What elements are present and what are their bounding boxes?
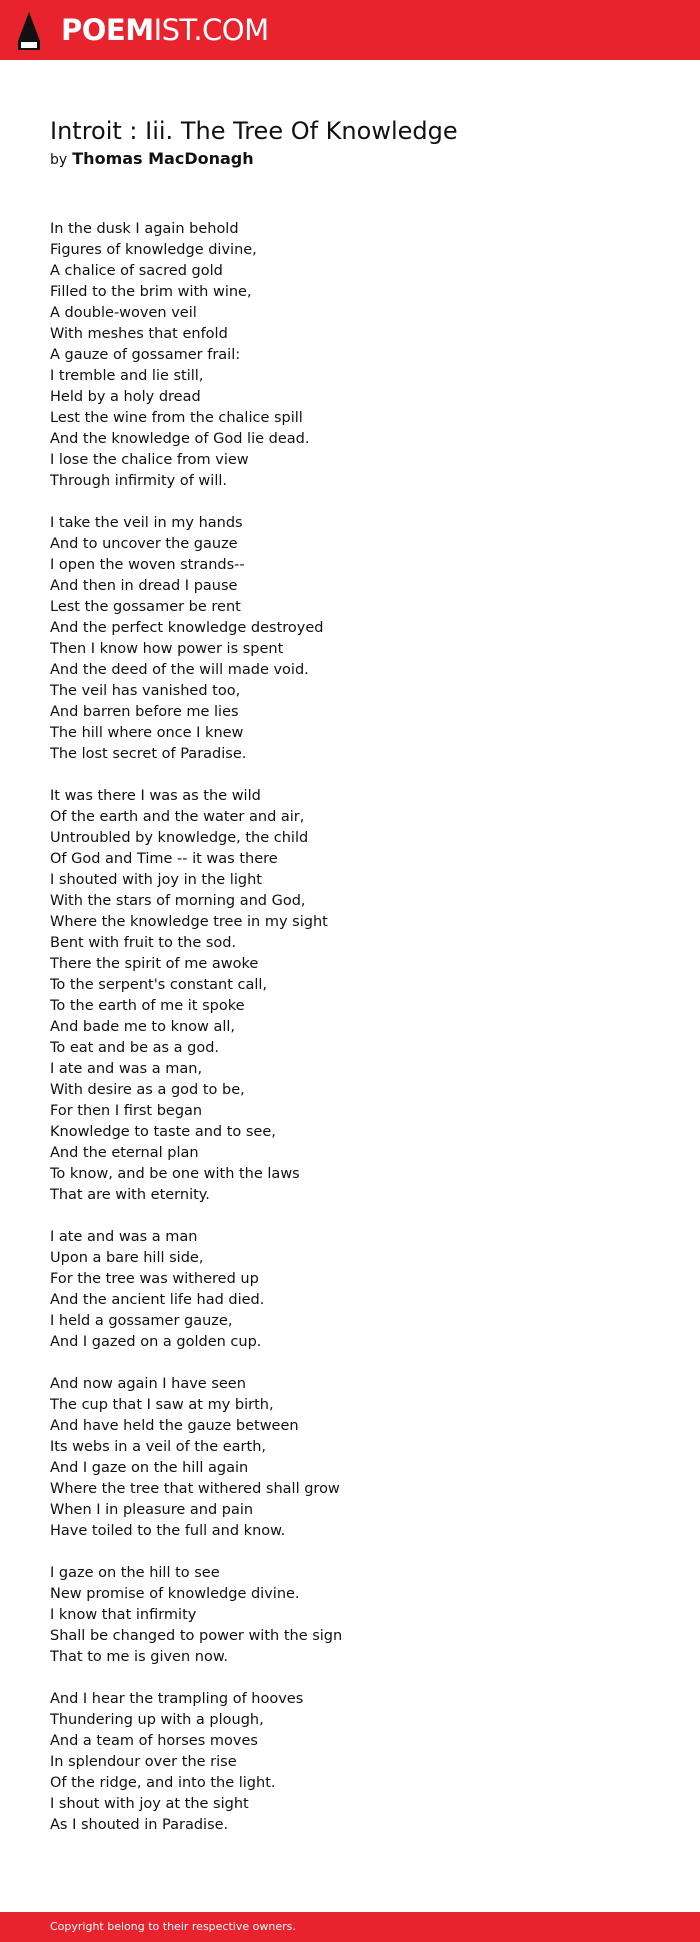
poem-line: Of the earth and the water and air, [50, 809, 305, 825]
poem-line: A gauze of gossamer frail: [50, 347, 241, 363]
poem-line: The hill where once I knew [50, 725, 244, 741]
poem-line: And the deed of the will made void. [50, 662, 309, 678]
poem-line: And then in dread I pause [50, 578, 238, 594]
poem-line: Filled to the brim with wine, [50, 284, 252, 300]
poem-line: To the earth of me it spoke [50, 998, 245, 1014]
poem-line: And bade me to know all, [50, 1019, 236, 1035]
pencil-tip-icon[interactable] [17, 11, 41, 51]
poem-line: Shall be changed to power with the sign [50, 1628, 343, 1644]
poem-line: And the eternal plan [50, 1145, 199, 1161]
poem-line: That to me is given now. [50, 1649, 228, 1665]
site-logo[interactable] [61, 10, 269, 50]
poem-line: I lose the chalice from view [50, 452, 249, 468]
poem-line: And I gaze on the hill again [50, 1460, 249, 1476]
poem-line: Lest the gossamer be rent [50, 599, 241, 615]
poem-line: And barren before me lies [50, 704, 239, 720]
poem-line: Thundering up with a plough, [50, 1712, 264, 1728]
poem-line: For then I first began [50, 1103, 203, 1119]
poem-line: Where the tree that withered shall grow [50, 1481, 340, 1497]
poem-line: The veil has vanished too, [50, 683, 241, 699]
stanza [50, 513, 650, 765]
poem-line: The cup that I saw at my birth, [50, 1397, 274, 1413]
poem-line: I ate and was a man, [50, 1061, 203, 1077]
poem-line: And to uncover the gauze [50, 536, 238, 552]
byline-prefix: by [50, 152, 68, 168]
poem-body [50, 219, 650, 1857]
stanza [50, 1689, 650, 1836]
poem-line: I tremble and lie still, [50, 368, 204, 384]
poem-line: Have toiled to the full and know. [50, 1523, 286, 1539]
poem-line: I gaze on the hill to see [50, 1565, 220, 1581]
poem-line: In splendour over the rise [50, 1754, 237, 1770]
poem-line: Then I know how power is spent [50, 641, 284, 657]
poem-line: To know, and be one with the laws [50, 1166, 300, 1182]
stanza [50, 786, 650, 1206]
poem-line: I shouted with joy in the light [50, 872, 262, 888]
poem-line: Held by a holy dread [50, 389, 201, 405]
poem-line: That are with eternity. [50, 1187, 210, 1203]
poem-line: With desire as a god to be, [50, 1082, 245, 1098]
poem-line: Through infirmity of will. [50, 473, 227, 489]
poem-line: Of God and Time -- it was there [50, 851, 278, 867]
poem-line: New promise of knowledge divine. [50, 1586, 300, 1602]
poem-title: Introit : Iii. The Tree Of Knowledge [50, 117, 458, 145]
poem-line: To eat and be as a god. [50, 1040, 220, 1056]
poem-line: With the stars of morning and God, [50, 893, 306, 909]
poem-line: I held a gossamer gauze, [50, 1313, 233, 1329]
poem-line: Upon a bare hill side, [50, 1250, 204, 1266]
stanza [50, 219, 650, 492]
poem-line: Bent with fruit to the sod. [50, 935, 237, 951]
stanza [50, 1563, 650, 1668]
poem-line: And the ancient life had died. [50, 1292, 265, 1308]
poem-line: I open the woven strands-- [50, 557, 245, 573]
logo-text-bold: POEM [61, 13, 154, 47]
poem-line: Where the knowledge tree in my sight [50, 914, 328, 930]
poem-line: A chalice of sacred gold [50, 263, 223, 279]
poem-line: I know that infirmity [50, 1607, 197, 1623]
poem-line: And I gazed on a golden cup. [50, 1334, 262, 1350]
stanza [50, 1227, 650, 1353]
poem-line: For the tree was withered up [50, 1271, 259, 1287]
poem-line: It was there I was as the wild [50, 788, 261, 804]
poem-line: A double-woven veil [50, 305, 197, 321]
poem-line: I ate and was a man [50, 1229, 198, 1245]
stanza [50, 1374, 650, 1542]
poem-line: With meshes that enfold [50, 326, 228, 342]
poem-line: In the dusk I again behold [50, 221, 239, 237]
poem-line: And the perfect knowledge destroyed [50, 620, 324, 636]
poem-line: Knowledge to taste and to see, [50, 1124, 276, 1140]
author-name[interactable]: Thomas MacDonagh [72, 149, 254, 168]
site-header [0, 0, 700, 60]
poem-line: And the knowledge of God lie dead. [50, 431, 310, 447]
poem-line: As I shouted in Paradise. [50, 1817, 229, 1833]
poem-line: To the serpent's constant call, [50, 977, 268, 993]
poem-line: When I in pleasure and pain [50, 1502, 254, 1518]
poem-line: There the spirit of me awoke [50, 956, 259, 972]
poem-line: Lest the wine from the chalice spill [50, 410, 303, 426]
poem-line: Its webs in a veil of the earth, [50, 1439, 267, 1455]
site-footer [0, 1912, 700, 1942]
byline [50, 147, 254, 172]
poem-line: And now again I have seen [50, 1376, 246, 1392]
poem-line: And a team of horses moves [50, 1733, 258, 1749]
poem-line: Untroubled by knowledge, the child [50, 830, 309, 846]
copyright-text: Copyright belong to their respective owners. [50, 1920, 296, 1933]
poem-line: I shout with joy at the sight [50, 1796, 249, 1812]
poem-line: And I hear the trampling of hooves [50, 1691, 304, 1707]
logo-text-light: IST.COM [153, 13, 269, 47]
poem-line: I take the veil in my hands [50, 515, 243, 531]
poem-line: Figures of knowledge divine, [50, 242, 257, 258]
poem-line: Of the ridge, and into the light. [50, 1775, 276, 1791]
poem-line: The lost secret of Paradise. [50, 746, 247, 762]
poem-line: And have held the gauze between [50, 1418, 299, 1434]
